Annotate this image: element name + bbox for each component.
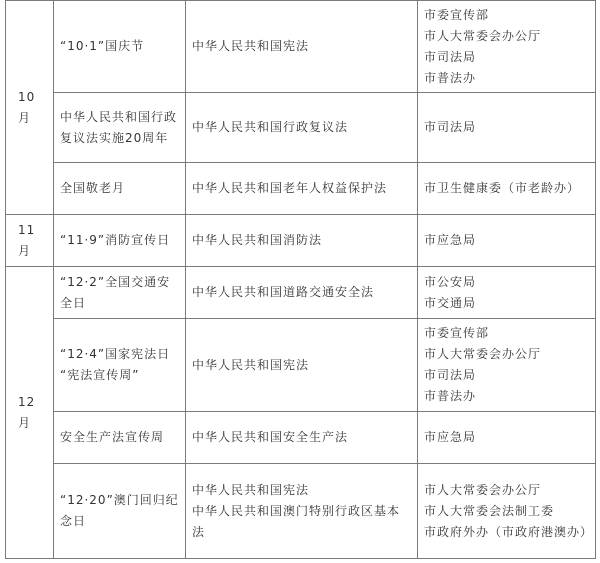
event-cell: “10·1”国庆节 (54, 1, 186, 93)
table-row (6, 464, 596, 559)
org-cell: 市应急局 (418, 412, 596, 464)
org-cell: 市委宣传部 市人大常委会办公厅 市司法局 市普法办 (418, 319, 596, 412)
law-cell: 中华人民共和国老年人权益保护法 (186, 163, 418, 215)
org-cell: 市司法局 (418, 93, 596, 163)
event-cell: 全国敬老月 (54, 163, 186, 215)
org-cell: 市公安局 市交通局 (418, 267, 596, 319)
event-cell: 安全生产法宣传周 (54, 412, 186, 464)
law-cell: 中华人民共和国安全生产法 (186, 412, 418, 464)
law-cell: 中华人民共和国宪法 中华人民共和国澳门特别行政区基本法 (186, 464, 418, 559)
event-cell: 中华人民共和国行政复议法实施20周年 (54, 93, 186, 163)
org-cell: 市应急局 (418, 215, 596, 267)
law-cell: 中华人民共和国消防法 (186, 215, 418, 267)
table-row (6, 412, 596, 464)
table-row (6, 215, 596, 267)
table-row (6, 319, 596, 412)
table-row (6, 163, 596, 215)
month-cell: 10月 (6, 1, 54, 215)
org-cell: 市卫生健康委（市老龄办） (418, 163, 596, 215)
event-cell: “11·9”消防宣传日 (54, 215, 186, 267)
event-cell: “12·4”国家宪法日 “宪法宣传周” (54, 319, 186, 412)
org-cell: 市人大常委会办公厅 市人大常委会法制工委 市政府外办（市政府港澳办） (418, 464, 596, 559)
table-row (6, 1, 596, 93)
event-cell: “12·2”全国交通安全日 (54, 267, 186, 319)
law-publicity-schedule-table (5, 0, 596, 559)
month-cell: 12月 (6, 267, 54, 559)
law-cell: 中华人民共和国宪法 (186, 319, 418, 412)
law-cell: 中华人民共和国行政复议法 (186, 93, 418, 163)
law-cell: 中华人民共和国宪法 (186, 1, 418, 93)
event-cell: “12·20”澳门回归纪念日 (54, 464, 186, 559)
org-cell: 市委宣传部 市人大常委会办公厅 市司法局 市普法办 (418, 1, 596, 93)
table-row (6, 267, 596, 319)
law-cell: 中华人民共和国道路交通安全法 (186, 267, 418, 319)
month-cell: 11月 (6, 215, 54, 267)
table-row (6, 93, 596, 163)
